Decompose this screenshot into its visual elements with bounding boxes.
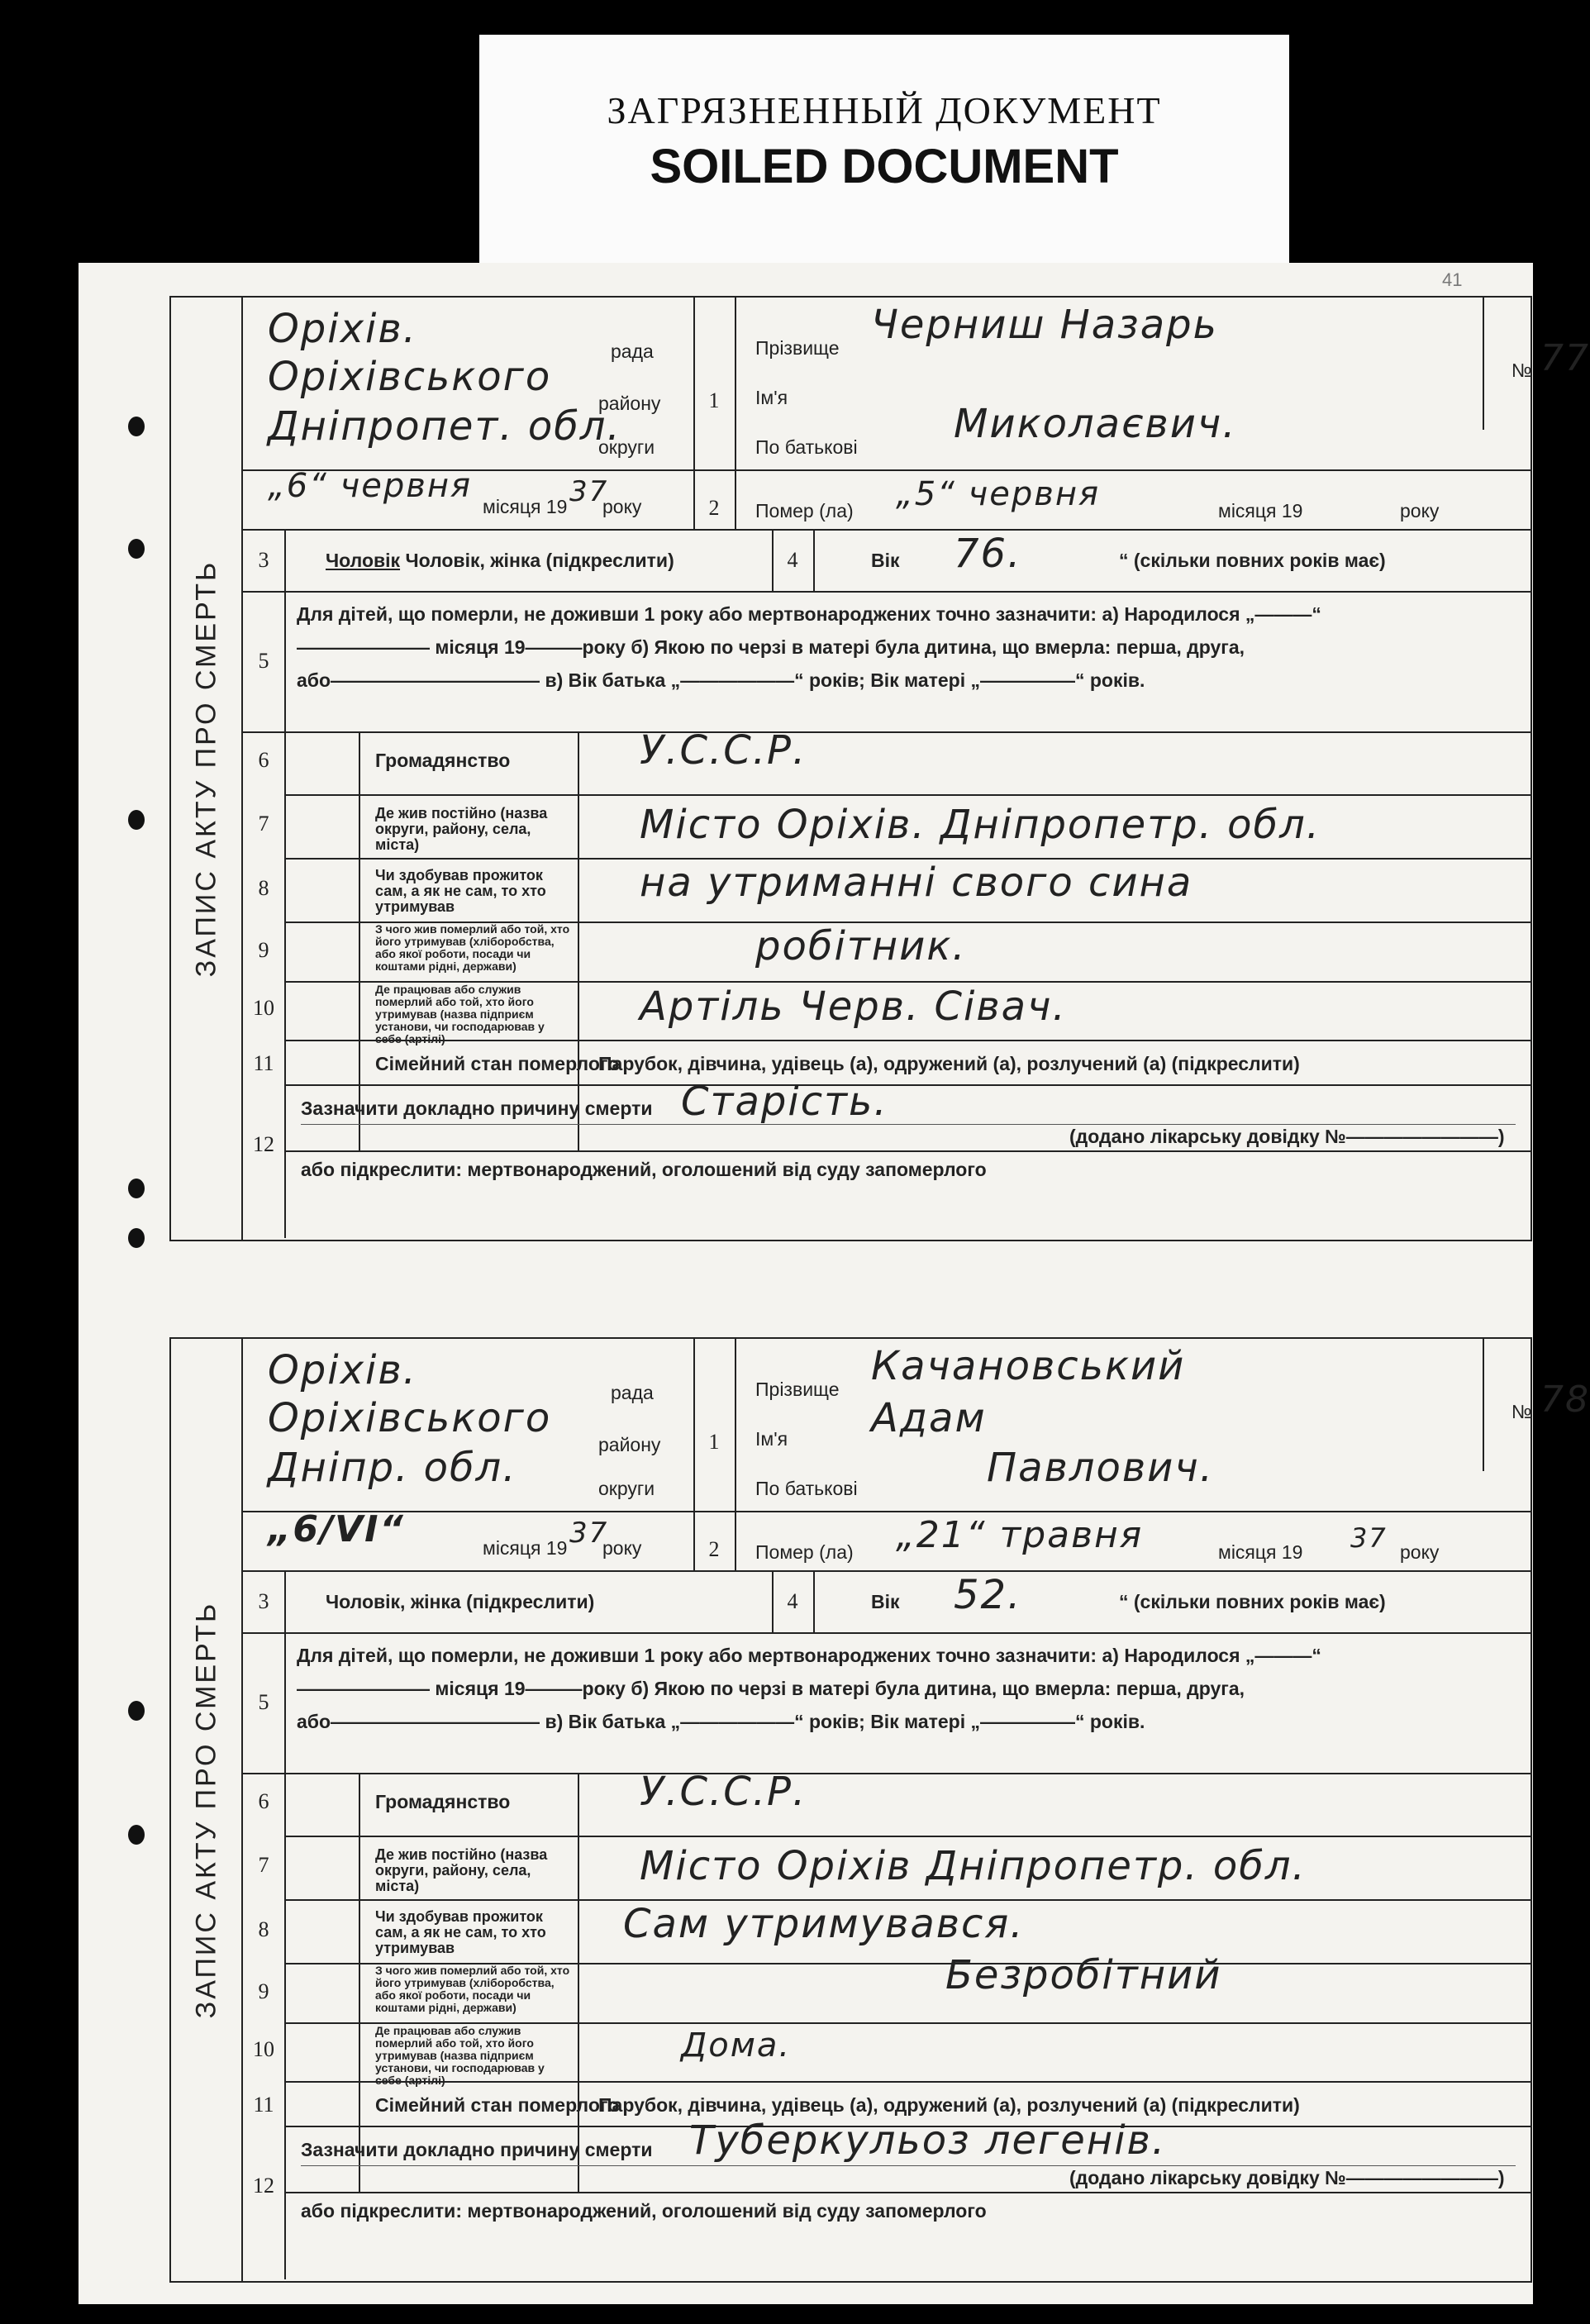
death-label: Помер (ла) bbox=[755, 500, 854, 521]
death-date-value: „21“ травня bbox=[896, 1514, 1144, 1556]
row-number: 10 bbox=[253, 996, 274, 1020]
region-value: Дніпропет. обл. bbox=[268, 403, 621, 450]
registration-year: 37 bbox=[569, 1517, 609, 1550]
binding-hole bbox=[128, 417, 145, 436]
region-value: Дніпр. обл. bbox=[268, 1445, 517, 1491]
row-number: 9 bbox=[258, 1979, 269, 2003]
surname-value: Черниш Назарь bbox=[871, 302, 1218, 348]
row-number: 11 bbox=[253, 2093, 274, 2117]
stillborn-note: або підкреслити: мертвонароджений, оголошений від суду запомерлого bbox=[301, 1159, 987, 1180]
support-value: Сам утримувався. bbox=[623, 1901, 1025, 1947]
cause-value: Старість. bbox=[681, 1079, 888, 1125]
row-number: 1 bbox=[708, 388, 720, 412]
age-value: 76. bbox=[954, 531, 1022, 577]
row-number: 4 bbox=[787, 1589, 798, 1613]
row-number: 7 bbox=[258, 1853, 269, 1877]
row-number: 6 bbox=[258, 748, 269, 772]
district-value: Оріхівського bbox=[268, 1395, 552, 1441]
record-number-label: № bbox=[1511, 360, 1532, 381]
row-number: 2 bbox=[708, 1537, 720, 1561]
cause-label: Зазначити докладно причину смерти bbox=[301, 2139, 653, 2160]
stillborn-note: або підкреслити: мертвонароджений, оголошений від суду запомерлого bbox=[301, 2200, 987, 2222]
occupation-label: З чого жив померлий або той, хто його утримував (хліборобства, або якої роботи, посади чи коштами рідні, держави) bbox=[375, 922, 570, 973]
residence-value: Місто Оріхів. Дніпропетр. обл. bbox=[640, 802, 1321, 848]
age-value: 52. bbox=[954, 1572, 1022, 1618]
citizenship-value: У.С.С.Р. bbox=[640, 1769, 807, 1815]
council-value: Оріхів. bbox=[268, 306, 417, 352]
row-number: 7 bbox=[258, 812, 269, 836]
workplace-value: Дома. bbox=[681, 2026, 792, 2064]
children-line1: Для дітей, що померли, не доживши 1 року або мертвонароджених точно зазначити: а) Народилося „———“ bbox=[297, 1645, 1321, 1666]
row-number: 9 bbox=[258, 938, 269, 962]
age-label: Вік bbox=[871, 1591, 900, 1612]
death-date-value: „5“ червня bbox=[896, 475, 1101, 513]
region-label: округи bbox=[598, 436, 655, 458]
support-label: Чи здобував прожиток сам, а як не сам, то хто утримував bbox=[375, 1908, 546, 1956]
row-number: 10 bbox=[253, 2037, 274, 2061]
document-sheet bbox=[79, 263, 1590, 2304]
age-suffix: “ (скільки повних років має) bbox=[1119, 550, 1386, 571]
district-value: Оріхівського bbox=[268, 354, 552, 400]
year-label: року bbox=[602, 496, 642, 517]
row-number: 11 bbox=[253, 1051, 274, 1075]
district-label: району bbox=[598, 1434, 661, 1455]
row-number: 5 bbox=[258, 1690, 269, 1714]
support-value: на утриманні свого сина bbox=[640, 860, 1193, 906]
death-year-label: року bbox=[1400, 500, 1440, 521]
surname-label: Прізвище bbox=[755, 1379, 840, 1400]
residence-label: Де жив постійно (назва округи, району, села, міста) bbox=[375, 1846, 548, 1894]
patronymic-value: Миколаєвич. bbox=[954, 401, 1237, 447]
record-number-value: 78 bbox=[1540, 1379, 1590, 1421]
registration-date: „6“ червня bbox=[268, 467, 473, 505]
name-value: Адам bbox=[871, 1395, 987, 1441]
patronymic-value: Павлович. bbox=[987, 1445, 1214, 1491]
occupation-value: Безробітний bbox=[945, 1952, 1222, 1998]
council-value: Оріхів. bbox=[268, 1347, 417, 1393]
name-label: Ім'я bbox=[755, 387, 788, 408]
citizenship-label: Громадянство bbox=[375, 1791, 511, 1812]
citizenship-label: Громадянство bbox=[375, 750, 511, 771]
row-number: 3 bbox=[258, 548, 269, 572]
gender-label: Чоловік, жінка (підкреслити) bbox=[326, 1591, 595, 1612]
death-record bbox=[169, 296, 1590, 1241]
marital-label: Сімейний стан померлого bbox=[375, 2094, 620, 2116]
children-line2: ——————— місяця 19———року б) Якою по черзі в матері була дитина, що вмерла: перша, друга, bbox=[297, 1678, 1245, 1699]
death-record bbox=[169, 1337, 1590, 2283]
surname-label: Прізвище bbox=[755, 337, 840, 359]
death-month-label: місяця 19 bbox=[1218, 1541, 1303, 1563]
label-line-russian: ЗАГРЯЗНЕННЫЙ ДОКУМЕНТ bbox=[607, 89, 1162, 131]
region-label: округи bbox=[598, 1478, 655, 1499]
age-label: Вік bbox=[871, 550, 900, 571]
row-number: 12 bbox=[253, 1132, 274, 1156]
support-label: Чи здобував прожиток сам, а як не сам, то хто утримував bbox=[375, 867, 546, 915]
row-number: 2 bbox=[708, 496, 720, 520]
row-number: 12 bbox=[253, 2174, 274, 2198]
children-line2: ——————— місяця 19———року б) Якою по черзі в матері була дитина, що вмерла: перша, друга, bbox=[297, 636, 1245, 658]
record-number-value: 77 bbox=[1540, 337, 1590, 379]
residence-label: Де жив постійно (назва округи, району, села, міста) bbox=[375, 805, 548, 853]
marital-options: Парубок, дівчина, удівець (а), одружений (а), розлучений (а) (підкреслити) bbox=[598, 1053, 1300, 1074]
surname-value: Качановський bbox=[871, 1343, 1186, 1389]
binding-hole bbox=[128, 1228, 145, 1248]
label-line-english: SOILED DOCUMENT bbox=[650, 140, 1119, 193]
row-number: 1 bbox=[708, 1430, 720, 1454]
age-suffix: “ (скільки повних років має) bbox=[1119, 1591, 1386, 1612]
record-vertical-title: ЗАПИС АКТУ ПРО СМЕРТЬ bbox=[171, 298, 243, 1240]
row-number: 3 bbox=[258, 1589, 269, 1613]
patronymic-label: По батькові bbox=[755, 1478, 858, 1499]
cause-label: Зазначити докладно причину смерти bbox=[301, 1098, 653, 1119]
record-vertical-title: ЗАПИС АКТУ ПРО СМЕРТЬ bbox=[171, 1339, 243, 2281]
cause-value: Туберкульоз легенів. bbox=[689, 2117, 1167, 2164]
row-number: 8 bbox=[258, 876, 269, 900]
children-line3: або——————————— в) Вік батька „——————“ років; Вік матері „—————“ років. bbox=[297, 669, 1145, 691]
soiled-document-label bbox=[479, 35, 1289, 283]
month-label: місяця 19 bbox=[483, 496, 568, 517]
binding-hole bbox=[128, 539, 145, 559]
row-number: 5 bbox=[258, 649, 269, 673]
month-label: місяця 19 bbox=[483, 1537, 568, 1559]
medical-cert-label: (додано лікарську довідку №————————) bbox=[1069, 1126, 1505, 1147]
children-line1: Для дітей, що померли, не доживши 1 року або мертвонароджених точно зазначити: а) Народилося „———“ bbox=[297, 603, 1321, 625]
death-year-label: року bbox=[1400, 1541, 1440, 1563]
marital-options: Парубок, дівчина, удівець (а), одружений (а), розлучений (а) (підкреслити) bbox=[598, 2094, 1300, 2116]
marital-label: Сімейний стан померлого bbox=[375, 1053, 620, 1074]
death-month-label: місяця 19 bbox=[1218, 500, 1303, 521]
death-label: Помер (ла) bbox=[755, 1541, 854, 1563]
medical-cert-label: (додано лікарську довідку №————————) bbox=[1069, 2167, 1505, 2188]
name-label: Ім'я bbox=[755, 1428, 788, 1450]
council-label: рада bbox=[611, 1382, 654, 1403]
binding-hole bbox=[128, 1179, 145, 1198]
registration-date: „6/VI“ bbox=[268, 1508, 405, 1550]
registration-year: 37 bbox=[569, 475, 609, 508]
workplace-value: Артіль Черв. Сівач. bbox=[640, 983, 1067, 1030]
workplace-label: Де працював або служив померлий або той, хто його утримував (назва підприєм установи, чи господарював у себе (артілі) bbox=[375, 2024, 545, 2087]
row-number: 6 bbox=[258, 1789, 269, 1813]
binding-hole bbox=[128, 1825, 145, 1845]
council-label: рада bbox=[611, 341, 654, 362]
binding-hole bbox=[128, 810, 145, 830]
registration-block bbox=[243, 298, 1590, 1238]
children-line3: або——————————— в) Вік батька „——————“ років; Вік матері „—————“ років. bbox=[297, 1711, 1145, 1732]
registration-block bbox=[243, 1339, 1590, 2279]
row-number: 8 bbox=[258, 1917, 269, 1941]
district-label: району bbox=[598, 393, 661, 414]
patronymic-label: По батькові bbox=[755, 436, 858, 458]
residence-value: Місто Оріхів Дніпропетр. обл. bbox=[640, 1843, 1307, 1889]
binding-hole bbox=[128, 1701, 145, 1721]
gender-label: Чоловік Чоловік, жінка (підкреслити) bbox=[326, 550, 674, 571]
year-label: року bbox=[602, 1537, 642, 1559]
citizenship-value: У.С.С.Р. bbox=[640, 727, 807, 774]
death-year-value: 37 bbox=[1350, 1522, 1388, 1554]
occupation-label: З чого жив померлий або той, хто його утримував (хліборобства, або якої роботи, посади чи коштами рідні, держави) bbox=[375, 1964, 570, 2014]
workplace-label: Де працював або служив померлий або той, хто його утримував (назва підприєм установи, чи господарював у себе (артілі) bbox=[375, 983, 545, 1045]
record-number-label: № bbox=[1511, 1401, 1532, 1422]
gender-underlined: Чоловік bbox=[326, 550, 401, 571]
occupation-value: робітник. bbox=[755, 923, 967, 969]
row-number: 4 bbox=[787, 548, 798, 572]
margin-note: 41 bbox=[1442, 269, 1463, 290]
